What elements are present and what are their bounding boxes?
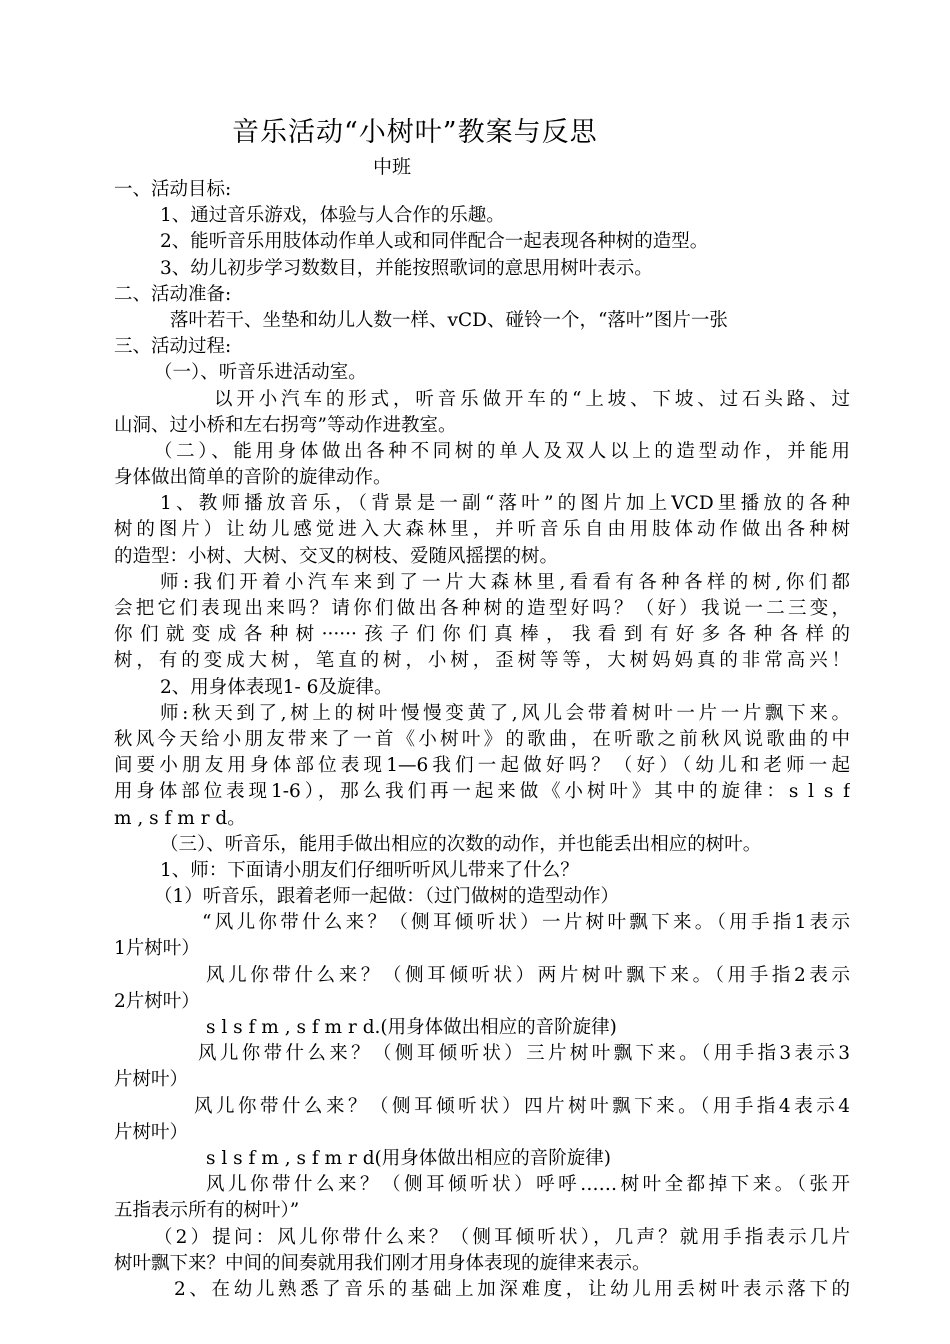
paragraph-line: 师:我们开着小汽车来到了一片大森林里,看看有各种各样的树,你们都 — [160, 571, 850, 593]
paragraph-line: 2、用身体表现1- 6及旋律。 — [160, 676, 393, 698]
song-line: 风儿你带什么来？（侧耳倾听状）两片树叶飘下来。（用手指2表示 — [206, 964, 850, 986]
song-line: 五指表示所有的树叶）” — [114, 1200, 300, 1222]
paragraph-line: 3、幼儿初步学习数数目，并能按照歌词的意思用树叶表示。 — [160, 257, 653, 279]
song-line: 1片树叶） — [114, 938, 200, 960]
song-line: 风儿你带什么来？（侧耳倾听状）三片树叶飘下来。（用手指3表示3 — [198, 1043, 850, 1065]
document-subtitle: 中班 — [373, 156, 412, 178]
paragraph-line: 山洞、过小桥和左右拐弯”等动作进教室。 — [114, 414, 457, 436]
paragraph-line: （二）、能用身体做出各种不同树的单人及双人以上的造型动作，并能用 — [154, 440, 850, 462]
paragraph-line: 树的图片）让幼儿感觉进入大森林里，并听音乐自由用肢体动作做出各种树 — [114, 519, 850, 541]
song-line: 风儿你带什么来？（侧耳倾听状）呼呼……树叶全都掉下来。（张开 — [206, 1174, 850, 1196]
song-line: s l s f m , s f m r d.(用身体做出相应的音阶旋律) — [206, 1017, 617, 1038]
paragraph-line: 2、在幼儿熟悉了音乐的基础上加深难度，让幼儿用丢树叶表示落下的 — [174, 1278, 850, 1300]
paragraph-line: 1、师：下面请小朋友们仔细听听风儿带来了什么？ — [160, 859, 579, 881]
paragraph-line: 以开小汽车的形式，听音乐做开车的“上坡、下坡、过石头路、过 — [214, 388, 850, 410]
paragraph-line: 1、教师播放音乐，（背景是一副“落叶”的图片加上VCD里播放的各种 — [160, 493, 850, 515]
paragraph-line: 用身体部位表现1-6），那么我们再一起来做《小树叶》其中的旋律：s l s f — [114, 781, 850, 803]
section-heading: 三、活动过程: — [114, 336, 232, 358]
paragraph-line: （2）提问：风儿你带什么来？（侧耳倾听状），几声？就用手指表示几片 — [154, 1226, 850, 1248]
paragraph-line: 你们就变成各种树······孩子们你们真棒，我看到有好多各种各样的 — [114, 624, 850, 646]
song-line: 2片树叶） — [114, 990, 200, 1012]
paragraph-line: 会把它们表现出来吗？请你们做出各种树的造型好吗？（好）我说一二三变， — [114, 598, 850, 619]
song-line: 风儿你带什么来？（侧耳倾听状）四片树叶飘下来。（用手指4表示4 — [194, 1095, 850, 1117]
paragraph-line: （1）听音乐，跟着老师一起做：（过门做树的造型动作） — [154, 886, 620, 908]
paragraph-line: 2、能听音乐用肢体动作单人或和同伴配合一起表现各种树的造型。 — [160, 231, 709, 253]
document-body — [114, 177, 850, 1303]
song-line: 片树叶） — [114, 1069, 189, 1091]
paragraph-line: 间要小朋友用身体部位表现1—6我们一起做好吗？（好）（幼儿和老师一起 — [114, 755, 850, 777]
paragraph-line: （三）、听音乐，能用手做出相应的次数的动作，并也能丢出相应的树叶。 — [160, 833, 762, 855]
paragraph-line: 身体做出简单的音阶的旋律动作。 — [114, 467, 392, 489]
song-line: “风儿你带什么来？（侧耳倾听状）一片树叶飘下来。（用手指1表示 — [202, 912, 850, 934]
paragraph-line: 秋风今天给小朋友带来了一首《小树叶》的歌曲，在听歌之前秋风说歌曲的中 — [114, 728, 850, 750]
paragraph-line: （一）、听音乐进活动室。 — [154, 362, 367, 384]
song-line: 片树叶） — [114, 1121, 189, 1143]
paragraph-line: m , s f m r d。 — [114, 807, 246, 829]
paragraph-line: 1、通过音乐游戏，体验与人合作的乐趣。 — [160, 205, 505, 227]
paragraph-line: 落叶若干、坐垫和幼儿人数一样、vCD、碰铃一个，“落叶”图片一张 — [170, 309, 728, 331]
paragraph-line: 的造型：小树、大树、交叉的树枝、爱随风摇摆的树。 — [114, 545, 559, 567]
document-title: 音乐活动“小树叶”教案与反思 — [232, 117, 598, 148]
section-heading: 一、活动目标: — [114, 179, 232, 200]
paragraph-line: 树，有的变成大树，笔直的树，小树，歪树等等，大树妈妈真的非常高兴！ — [114, 650, 850, 672]
section-heading: 二、活动准备: — [114, 283, 232, 305]
paragraph-line: 树叶飘下来？中间的间奏就用我们刚才用身体表现的旋律来表示。 — [114, 1252, 651, 1274]
paragraph-line: 师:秋天到了,树上的树叶慢慢变黄了,风儿会带着树叶一片一片飘下来。 — [160, 702, 850, 724]
song-line: s l s f m , s f m r d(用身体做出相应的音阶旋律) — [206, 1147, 611, 1169]
